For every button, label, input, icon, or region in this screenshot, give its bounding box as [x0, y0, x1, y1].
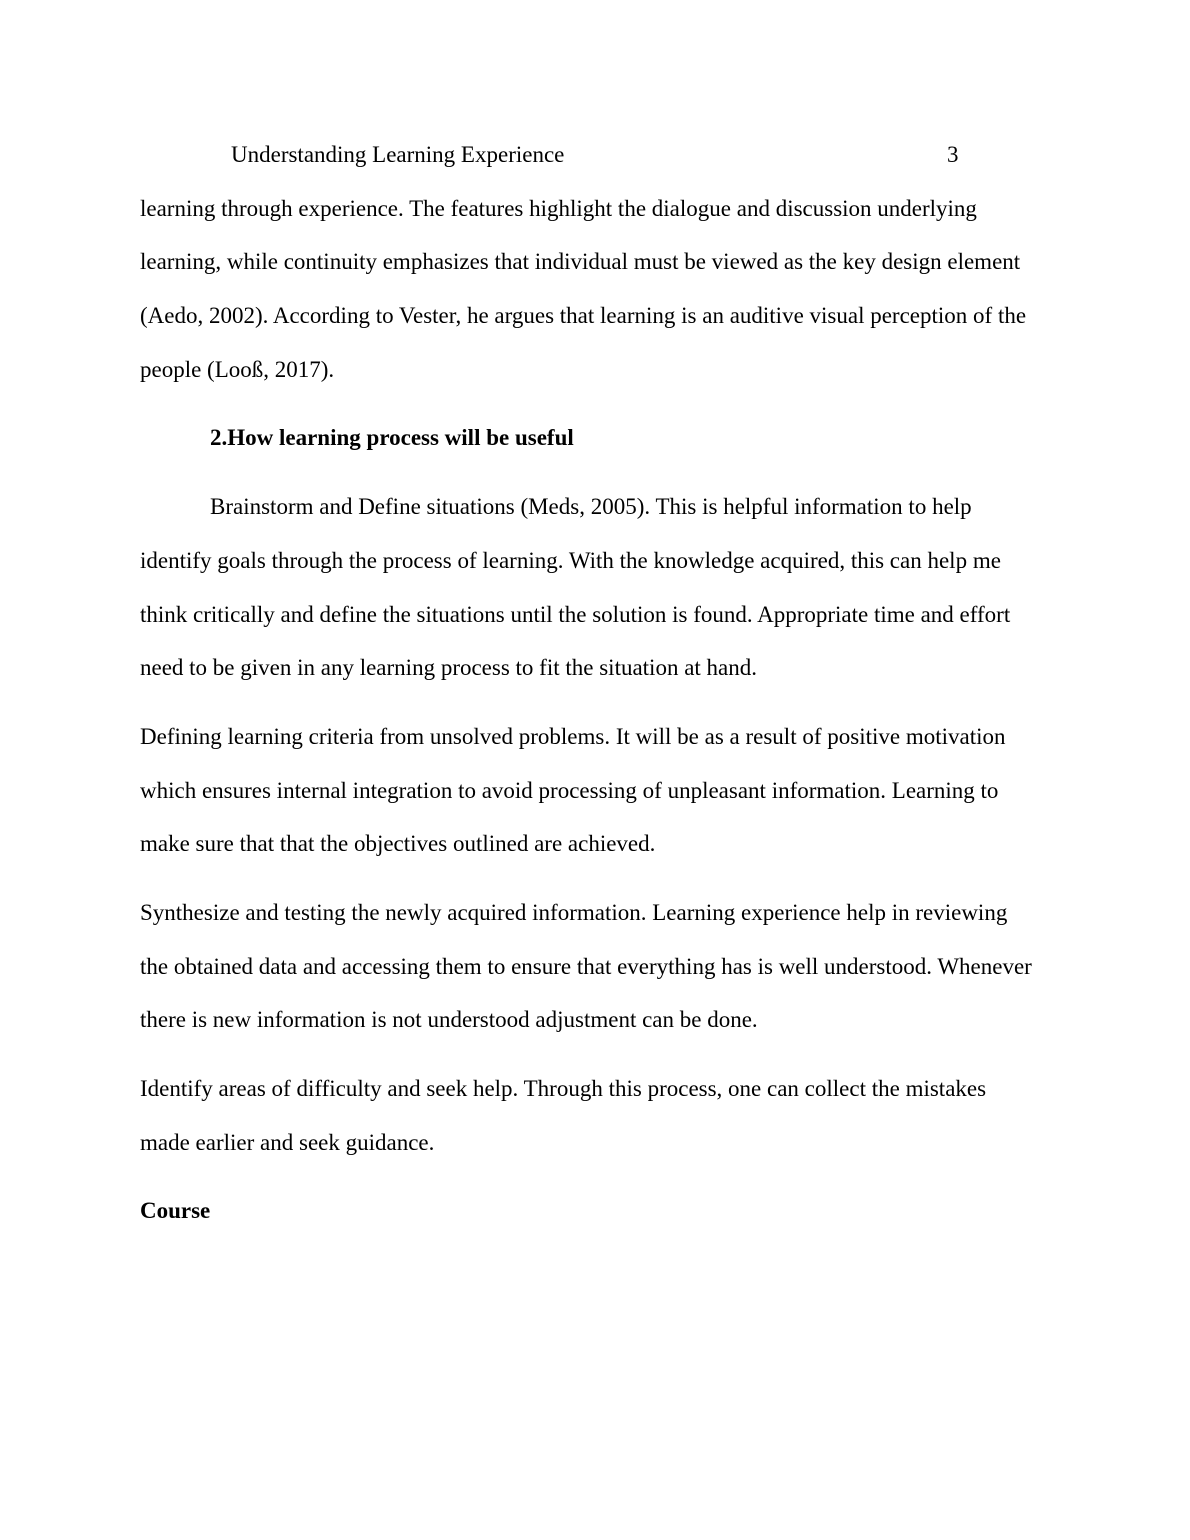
page-number: 3	[947, 142, 959, 167]
paragraph	[140, 710, 1060, 871]
text-line: (Aedo, 2002). According to Vester, he argues that learning is an auditive visual perception of the	[140, 303, 1027, 329]
section-heading	[140, 1184, 1060, 1238]
text-line: need to be given in any learning process to fit the situation at hand.	[140, 655, 758, 681]
paragraph	[140, 182, 1060, 397]
paragraph	[140, 480, 1060, 695]
text-line: Defining learning criteria from unsolved problems. It will be as a result of positive motivation	[140, 723, 1006, 749]
paragraph	[140, 886, 1060, 1047]
text-line: learning, while continuity emphasizes that individual must be viewed as the key design element	[140, 249, 1021, 275]
text-line: learning through experience. The features highlight the dialogue and discussion underlying	[140, 195, 977, 221]
text-line: 2.How learning process will be useful	[210, 425, 574, 451]
running-header	[140, 128, 1060, 182]
text-line: the obtained data and accessing them to ensure that everything has is well understood. Whenever	[140, 953, 1032, 979]
section-heading	[140, 411, 1060, 465]
text-line: Course	[140, 1198, 211, 1224]
text-line: there is new information is not understood adjustment can be done.	[140, 1007, 758, 1033]
text-line: Identify areas of difficulty and seek help. Through this process, one can collect the mistakes	[140, 1076, 987, 1101]
document-body	[140, 182, 1060, 1238]
text-line: made earlier and seek guidance.	[140, 1129, 435, 1155]
paragraph	[140, 1062, 1060, 1169]
running-title: Understanding Learning Experience	[231, 142, 565, 167]
text-line: Brainstorm and Define situations (Meds, 2005). This is helpful information to help	[210, 494, 972, 520]
text-line: which ensures internal integration to avoid processing of unpleasant information. Learning to	[140, 777, 999, 803]
text-line: Synthesize and testing the newly acquired information. Learning experience help in reviewing	[140, 899, 1008, 925]
text-line: make sure that that the objectives outlined are achieved.	[140, 831, 656, 857]
document-page	[140, 128, 1060, 1238]
text-line: identify goals through the process of learning. With the knowledge acquired, this can help me	[140, 547, 1001, 573]
text-line: people (Looß, 2017).	[140, 356, 335, 382]
text-line: think critically and define the situations until the solution is found. Appropriate time and effort	[140, 601, 1011, 627]
